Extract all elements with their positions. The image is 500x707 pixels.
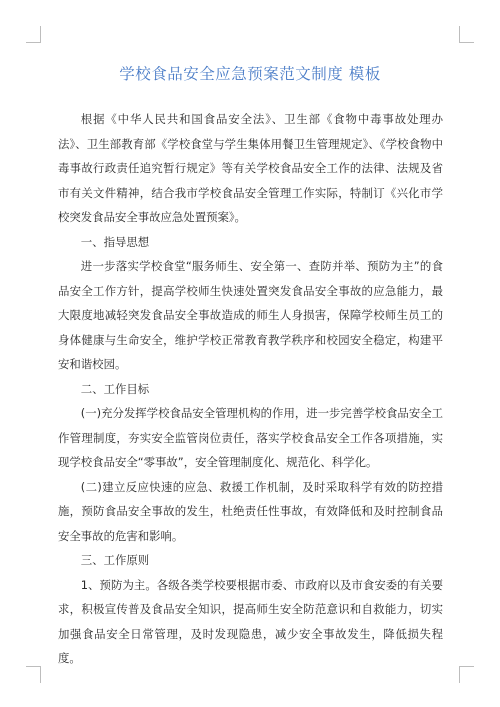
crop-mark-bottom-left (26, 666, 41, 667)
crop-mark-bottom-right (459, 666, 474, 667)
section-heading: 二、工作目标 (80, 381, 150, 396)
crop-mark-top-left (40, 26, 41, 42)
crop-mark-bottom-left (40, 667, 41, 683)
crop-mark-top-right (459, 26, 460, 42)
paragraph-intro: 根据《中华人民共和国食品安全法》、卫生部《食物中毒事故处理办法》、卫生部教育部《学校食堂与学生集体用餐卫生管理规定》、《学校食物中毒事故行政责任追究暂行规定》等有关学校食品安全工作的法律、法规及省市有关文件精神，结合我市学校食品安全管理工作实际，特制订《兴化市学校突发食品安全事故应急处置预案》。 (58, 112, 443, 224)
crop-mark-top-right (459, 42, 474, 43)
document-body (58, 107, 443, 671)
paragraph: 进一步落实学校食堂“服务师生、安全第一、查防并举、预防为主”的食品安全工作方针，提高学校师生快速处置突发食品安全事故的应急能力，最大限度地减轻突发食品安全事故造成的师生人身损害，保障学校师生员工的身体健康与生命安全，维护学校正常教育教学秩序和校园安全稳定，构建平安和谐校园。 (58, 259, 443, 371)
paragraph: (二)建立反应快速的应急、救援工作机制，及时采取科学有效的防控措施，预防食品安全事故的发生，杜绝责任性事故，有效降低和及时控制食品安全事故的危害和影响。 (58, 479, 443, 543)
section-heading: 一、指导思想 (80, 234, 150, 249)
document-title: 学校食品安全应急预案范文制度 模板 (119, 65, 381, 83)
section-heading: 三、工作原则 (80, 553, 150, 567)
paragraph: (一)充分发挥学校食品安全管理机构的作用，进一步完善学校食品安全工作管理制度，夯实安全监管岗位责任，落实学校食品安全工作各项措施，实现学校食品安全“零事故”，安全管理制度化、规范化、科学化。 (58, 406, 443, 469)
paragraph: 1、预防为主。各级各类学校要根据市委、市政府以及市食安委的有关要求，积极宣传普及食品安全知识，提高师生安全防范意识和自救能力，切实加强食品安全日常管理，及时发现隐患，减少安全事故发生，降低损失程度。 (58, 577, 443, 665)
crop-mark-bottom-right (459, 667, 460, 683)
crop-mark-top-left (26, 42, 41, 43)
